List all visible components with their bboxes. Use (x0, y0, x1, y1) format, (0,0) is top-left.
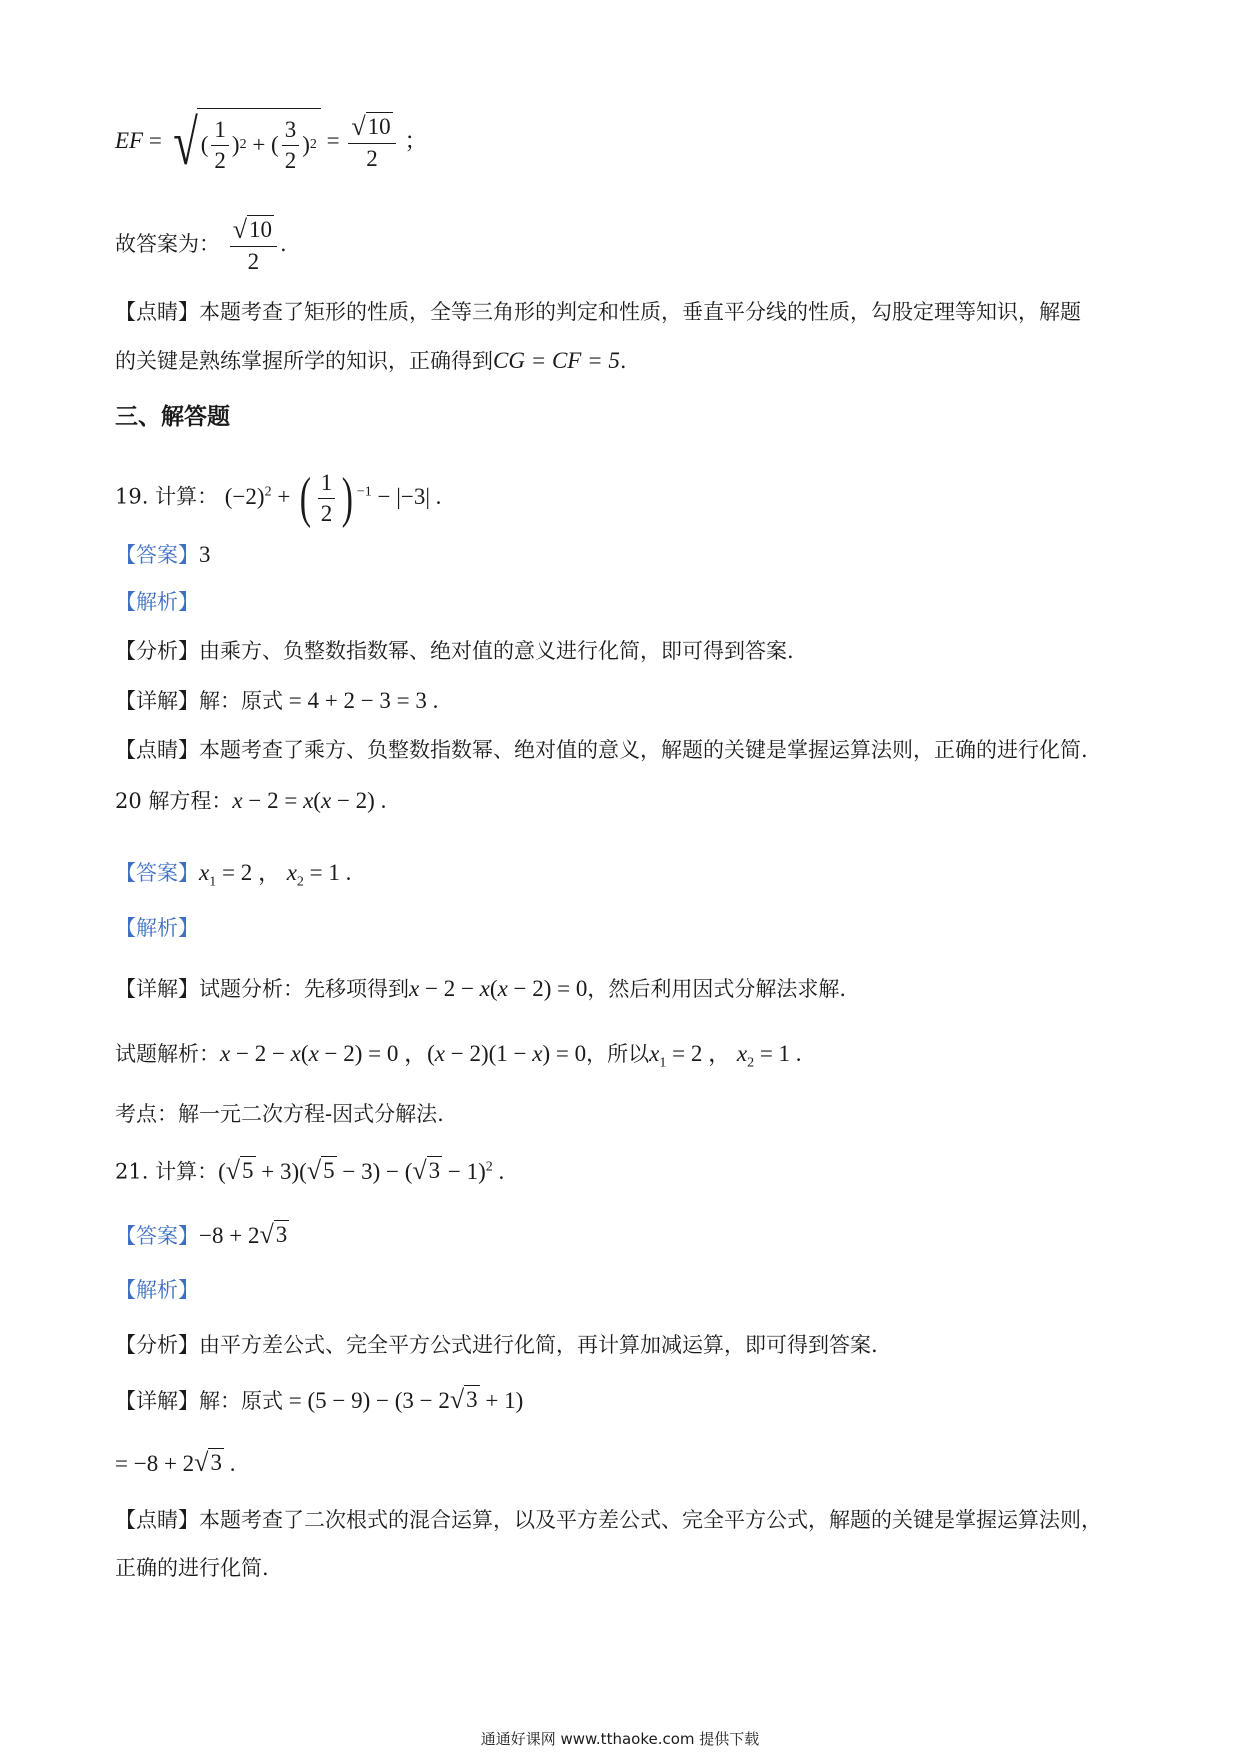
dianjing-paragraph-1-cont: 的关键是熟练掌握所学的知识，正确得到CG = CF = 5. (115, 348, 627, 373)
q21-xiangjie: 【详解】解：原式 = (5 − 9) − (3 − 2 √ 3 + 1) (115, 1385, 524, 1414)
q21-dianjing: 【点睛】本题考查了二次根式的混合运算，以及平方差公式、完全平方公式，解题的关键是掌握运算法则， (115, 1508, 1102, 1532)
section-title: 三、解答题 (115, 404, 230, 430)
q20-jiexi: 【解析】 (115, 916, 199, 940)
answer-line: 故答案为： √ 10 2 . (115, 214, 287, 274)
q21-jiexi: 【解析】 (115, 1278, 199, 1302)
ef-lhs: EF (115, 127, 144, 153)
q19-answer: 【答案】3 (115, 542, 211, 567)
q19-fenxi: 【分析】由乘方、负整数指数幂、绝对值的意义进行化简，即可得到答案. (115, 639, 794, 663)
ef-sqrt: √ ( $\frac{1}{2}$ ) 2 + ( $\frac{3}{2}$ ) 2 (168, 108, 321, 177)
q20-kaodian: 考点：解一元二次方程-因式分解法. (115, 1102, 444, 1126)
q19-dianjing: 【点睛】本题考查了乘方、负整数指数幂、绝对值的意义，解题的关键是掌握运算法则，正确的进行化简. (115, 738, 1088, 762)
footer: 通通好课网 www.tthaoke.com 提供下载 (480, 1730, 760, 1748)
q21-question: 21. 计算：( √ 5 + 3)( √ 5 − 3) − ( √ 3 − 1)$^2$ . (115, 1155, 505, 1185)
q19-question: 19. 计算： $(-2)^2$ + ( $\frac{1}{2}$ ) $^{-1}$ − |−3| . (115, 467, 442, 530)
q20-xiangjie: 【详解】试题分析：先移项得到x − 2 − x(x − 2) = 0，然后利用因式分解法求解. (115, 976, 847, 1001)
q20-answer: 【答案】$x_1 = 2$ ， $x_2 = 1$ . (115, 860, 352, 890)
q20-shiti: 试题解析：x − 2 − x(x − 2) = 0 ，(x − 2)(1 − x) = 0，所以$x_1 = 2$ ， $x_2 = 1$ . (115, 1041, 802, 1071)
q21-result: = −8 + 2 √ 3 . (115, 1448, 236, 1477)
q19-jiexi: 【解析】 (115, 590, 199, 614)
ef-formula: EF = √ ( $\frac{1}{2}$ ) 2 + ( $\frac{3}{2}$ ) 2 = √ 10 2 ； (115, 106, 428, 178)
q21-answer: 【答案】−8 + 2 √ 3 (115, 1220, 288, 1249)
q20-question: 20 解方程：x − 2 = x(x − 2) . (115, 788, 387, 813)
q21-fenxi: 【分析】由平方差公式、完全平方公式进行化简，再计算加减运算，即可得到答案. (115, 1333, 878, 1357)
dianjing-paragraph-1: 【点睛】本题考查了矩形的性质，全等三角形的判定和性质，垂直平分线的性质，勾股定理等知识，解题 (115, 300, 1081, 324)
q19-xiangjie: 【详解】解：原式 = 4 + 2 − 3 = 3 . (115, 688, 439, 713)
q21-dianjing-cont: 正确的进行化简. (115, 1556, 269, 1580)
